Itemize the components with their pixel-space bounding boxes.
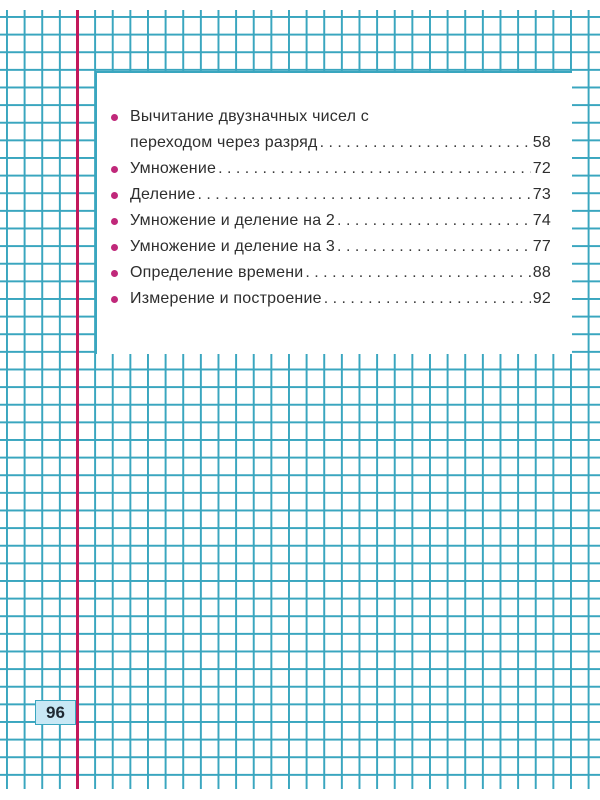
bullet-icon	[111, 244, 118, 251]
toc-item-measurement[interactable]	[111, 286, 551, 312]
toc-item-page: 74	[532, 212, 551, 229]
dot-leader	[198, 182, 531, 208]
toc-item-page: 58	[532, 134, 551, 151]
toc-item-page: 88	[532, 264, 551, 281]
toc-item-title: Измерение и построение	[130, 290, 322, 307]
toc-item-title: Умножение	[130, 160, 217, 177]
dot-leader	[337, 208, 531, 234]
bullet-icon	[111, 166, 118, 173]
dot-leader	[320, 130, 531, 156]
toc-item-page: 92	[532, 290, 551, 307]
margin-line	[76, 10, 79, 789]
bullet-icon	[111, 218, 118, 225]
toc-item-page: 72	[532, 160, 551, 177]
bullet-icon	[111, 296, 118, 303]
dot-leader	[218, 156, 531, 182]
toc-item-page: 77	[532, 238, 551, 255]
toc-item-multiplication[interactable]	[111, 156, 551, 182]
toc-item-title: переходом через разряд	[130, 134, 318, 151]
bullet-icon	[111, 192, 118, 199]
bullet-icon	[111, 114, 118, 121]
toc-item-subtraction[interactable]	[111, 104, 551, 156]
bullet-icon	[111, 270, 118, 277]
table-of-contents-list	[111, 104, 551, 312]
toc-item-division[interactable]	[111, 182, 551, 208]
toc-item-mult-div-2[interactable]	[111, 208, 551, 234]
toc-item-title: Умножение и деление на 2	[130, 212, 336, 229]
dot-leader	[337, 234, 531, 260]
toc-item-title-line1: Вычитание двузначных чисел с	[130, 108, 369, 125]
toc-item-title: Умножение и деление на 3	[130, 238, 336, 255]
toc-item-title: Деление	[130, 186, 196, 203]
toc-item-time[interactable]	[111, 260, 551, 286]
page-number: 96	[46, 702, 65, 722]
dot-leader	[305, 260, 530, 286]
toc-item-page: 73	[532, 186, 551, 203]
dot-leader	[324, 286, 531, 312]
toc-item-mult-div-3[interactable]	[111, 234, 551, 260]
toc-item-title: Определение времени	[130, 264, 304, 281]
page-number-badge	[35, 700, 76, 725]
